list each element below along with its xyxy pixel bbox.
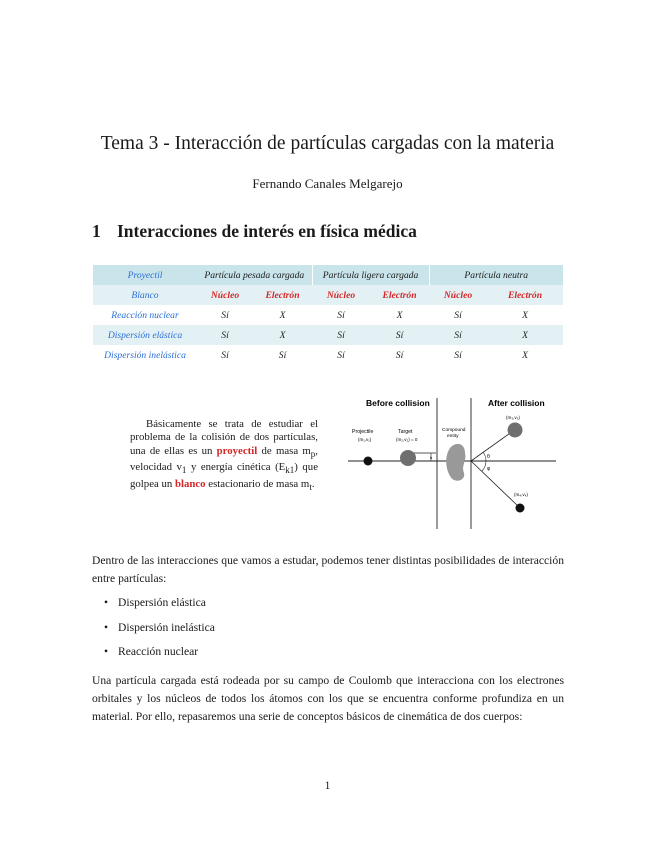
table-cell: Dispersión elástica [93,325,197,345]
table-header-cell: Partícula ligera cargada [312,265,429,285]
table-cell: Sí [429,325,487,345]
phi-label: φ [487,466,491,472]
collision-diagram [348,395,558,535]
table-cell: X [279,309,286,321]
text-run: , velocidad v [130,444,318,474]
table-cell: X [487,325,563,345]
interaction-table [93,265,563,365]
compound-entity [446,444,465,481]
table-cell: Sí [221,349,229,361]
target-particle [400,450,416,466]
projectile-label: Projectile [352,429,374,435]
table-cell: Sí [221,309,229,321]
table-header-cell: Partícula pesada cargada [197,265,312,285]
table-subheader-cell: Electrón [487,285,563,305]
table-row [93,325,563,345]
list-item: • Reacción nuclear [104,640,215,665]
intro-paragraph: Dentro de las interacciones que vamos a estudar, podemos tener distintas posibilidades de interacción entre partículas: [92,554,564,585]
table-header-cell: Partícula neutra [429,265,563,285]
table-cell: Sí [337,349,345,361]
projectile-particle [364,457,373,466]
target-sub-label: (m₂,v₂) = 0 [396,437,418,442]
table-cell: Sí [278,349,287,361]
section-title: Interacciones de interés en física médica [117,221,417,241]
recoil-track [471,461,520,508]
scattered-particle [508,423,523,438]
before-collision-label: Before collision [366,398,430,408]
table-subheader-row [93,285,563,305]
table-cell: X [522,349,528,361]
table-subheader-cell: Núcleo [429,285,487,305]
process-list [104,591,215,665]
table-cell: X [253,325,312,345]
table-row [93,305,563,325]
table-cell: X [522,309,528,321]
scattered-particle-label: (m₃,v₃) [506,415,520,420]
text-run: estacionario de masa m [205,477,310,490]
target-label: Target [398,429,413,435]
table-subheader-cell: Electrón [253,285,312,305]
projectile-highlight: proyectil [216,444,258,457]
impact-parameter-label: b [430,455,433,460]
compound-label: entity [447,434,459,439]
table-cell: Sí [395,349,404,361]
table-header-cell: Proyectil [93,265,197,285]
subscript: 1 [181,465,187,476]
table-subheader-cell: Blanco [93,285,197,305]
scattered-track [471,431,513,461]
table-subheader-cell: Núcleo [312,285,370,305]
subscript: p [310,448,316,459]
document-title: Tema 3 - Interacción de partículas cargadas con la materia [100,133,555,154]
table-cell: Sí [454,349,462,361]
table-cell: Sí [312,325,370,345]
phi-angle-arc [482,461,486,471]
list-item: • Dispersión inelástica [104,616,215,641]
theta-label: θ [487,454,490,460]
text-run: ) que golpea un [130,461,318,490]
projectile-sub-label: (m₁,v₁) [358,437,372,442]
subscript: k1 [285,465,295,476]
section-heading [92,221,417,242]
compound-label: Compound [442,428,466,433]
text-run: . [311,477,315,490]
list-item: • Dispersión elástica [104,591,215,616]
collision-description [130,418,318,495]
table-cell: Reacción nuclear [111,309,179,321]
after-collision-label: After collision [488,398,545,408]
table-cell: X [396,309,403,321]
table-cell: Sí [337,309,345,321]
recoil-particle [516,504,525,513]
text-run: de masa m [257,444,311,457]
text-run: y energía cinética (E [186,461,286,474]
table-row [93,345,563,365]
table-cell: Sí [370,325,429,345]
document-author: Fernando Canales Melgarejo [252,176,403,191]
subscript: t [309,482,312,493]
section-number: 1 [92,221,101,241]
recoil-particle-label: (m₄,v₄) [514,492,528,497]
table-cell: Sí [454,309,462,321]
table-cell: Sí [197,325,253,345]
page-number: 1 [324,780,331,792]
coulomb-paragraph: Una partícula cargada está rodeada por su campo de Coulomb que interacciona con los electrones orbitales y los núcleos de todos los átomos con los que se encuentra conforme profundiza en un material. Por ello, repasaremos una serie de conceptos básicos de cinemática de dos cuerpos: [92,674,564,723]
text-run: Básicamente se trata de estudiar el problema de la colisión de dos partículas, una de ellas es un [130,418,318,457]
table-header-row [93,265,563,285]
theta-angle-arc [483,452,486,461]
table-subheader-cell: Núcleo [197,285,253,305]
table-subheader-cell: Electrón [370,285,429,305]
table-cell: Dispersión inelástica [104,349,186,361]
target-highlight: blanco [174,477,206,490]
